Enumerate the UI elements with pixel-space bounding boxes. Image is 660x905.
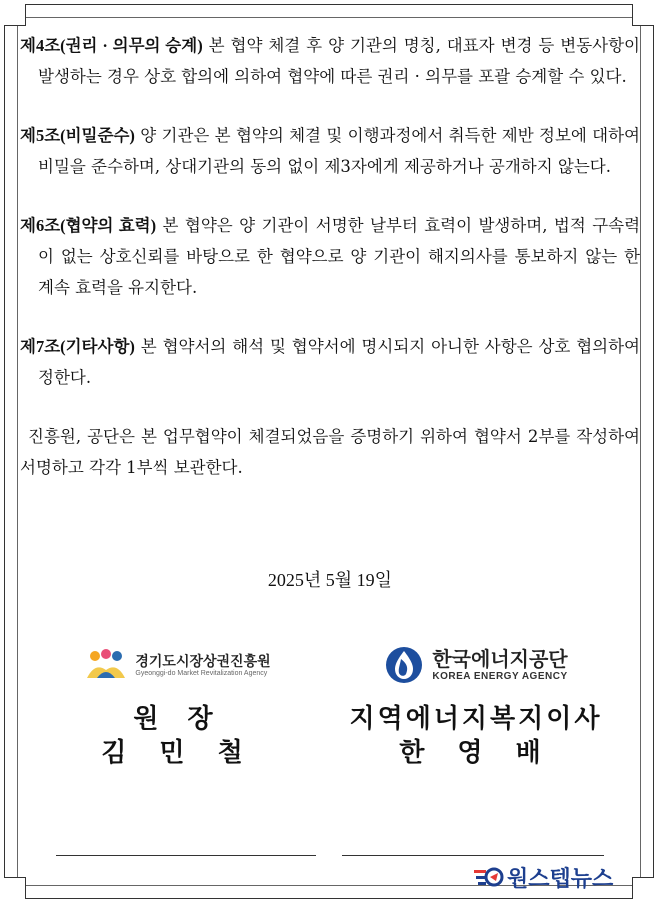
signature-line-left (56, 855, 316, 856)
border-corner-bottom-right (632, 877, 654, 899)
article-heading: 제7조(기타사항) (20, 337, 135, 356)
closing-statement: 진흥원, 공단은 본 업무협약이 체결되었음을 증명하기 위하여 협약서 2부를 작성하여 서명하고 각각 1부씩 보관한다. (20, 427, 640, 477)
org-name-en: KOREA ENERGY AGENCY (432, 670, 568, 682)
border-corner-top-right (632, 4, 654, 26)
news-logo-icon (474, 865, 504, 889)
border-corner-top-left (4, 4, 26, 26)
article-text: 본 협약서의 해석 및 협약서에 명시되지 아니한 사항은 상호 협의하여 정한다. (38, 337, 640, 387)
org-name-en: Gyeonggi-do Market Revitalization Agency (135, 669, 268, 677)
signatory-left (28, 640, 328, 770)
signatory-name: 한 영 배 (399, 738, 553, 768)
border-corner-bottom-left (4, 877, 26, 899)
article-text: 본 협약 체결 후 양 기관의 명칭, 대표자 변경 등 변동사항이 발생하는 경우 상호 합의에 의하여 협약에 따른 권리 · 의무를 포괄 승계할 수 있다. (38, 36, 640, 86)
agreement-date: 2025년 5월 19일 (267, 570, 393, 590)
article-6 (20, 210, 640, 303)
article-text: 본 협약은 양 기관이 서명한 날부터 효력이 발생하며, 법적 구속력이 없는 상호신뢰를 바탕으로 한 협약으로 양 기관이 해지의사를 통보하지 않는 한 계속 효력을 유지한다. (38, 216, 641, 297)
org-logo (326, 640, 626, 690)
article-5 (20, 120, 640, 182)
article-4 (20, 30, 640, 92)
signature-line-right (342, 855, 604, 856)
people-circles-logo-icon (85, 648, 127, 682)
energy-drop-logo-icon (384, 645, 424, 685)
signatory-right (326, 640, 626, 770)
signatory-name: 김 민 철 (101, 738, 255, 768)
news-watermark (474, 860, 613, 894)
article-heading: 제4조(권리 · 의무의 승계) (20, 36, 203, 55)
org-name-kr: 한국에너지공단 (432, 648, 568, 671)
org-logo (28, 640, 328, 690)
article-heading: 제6조(협약의 효력) (20, 216, 157, 235)
signatory-title: 원 장 (133, 704, 223, 734)
agreement-body (20, 30, 640, 483)
org-name-kr: 경기도시장상권진흥원 (135, 652, 271, 669)
watermark-text: 원스텝뉴스 (507, 865, 614, 891)
article-heading: 제5조(비밀준수) (20, 126, 135, 145)
signatory-title: 지역에너지복지이사 (349, 704, 603, 734)
article-text: 양 기관은 본 협약의 체결 및 이행과정에서 취득한 제반 정보에 대하여 비밀을 준수하며, 상대기관의 동의 없이 제3자에게 제공하거나 공개하지 않는다. (38, 126, 640, 176)
article-7 (20, 331, 640, 393)
